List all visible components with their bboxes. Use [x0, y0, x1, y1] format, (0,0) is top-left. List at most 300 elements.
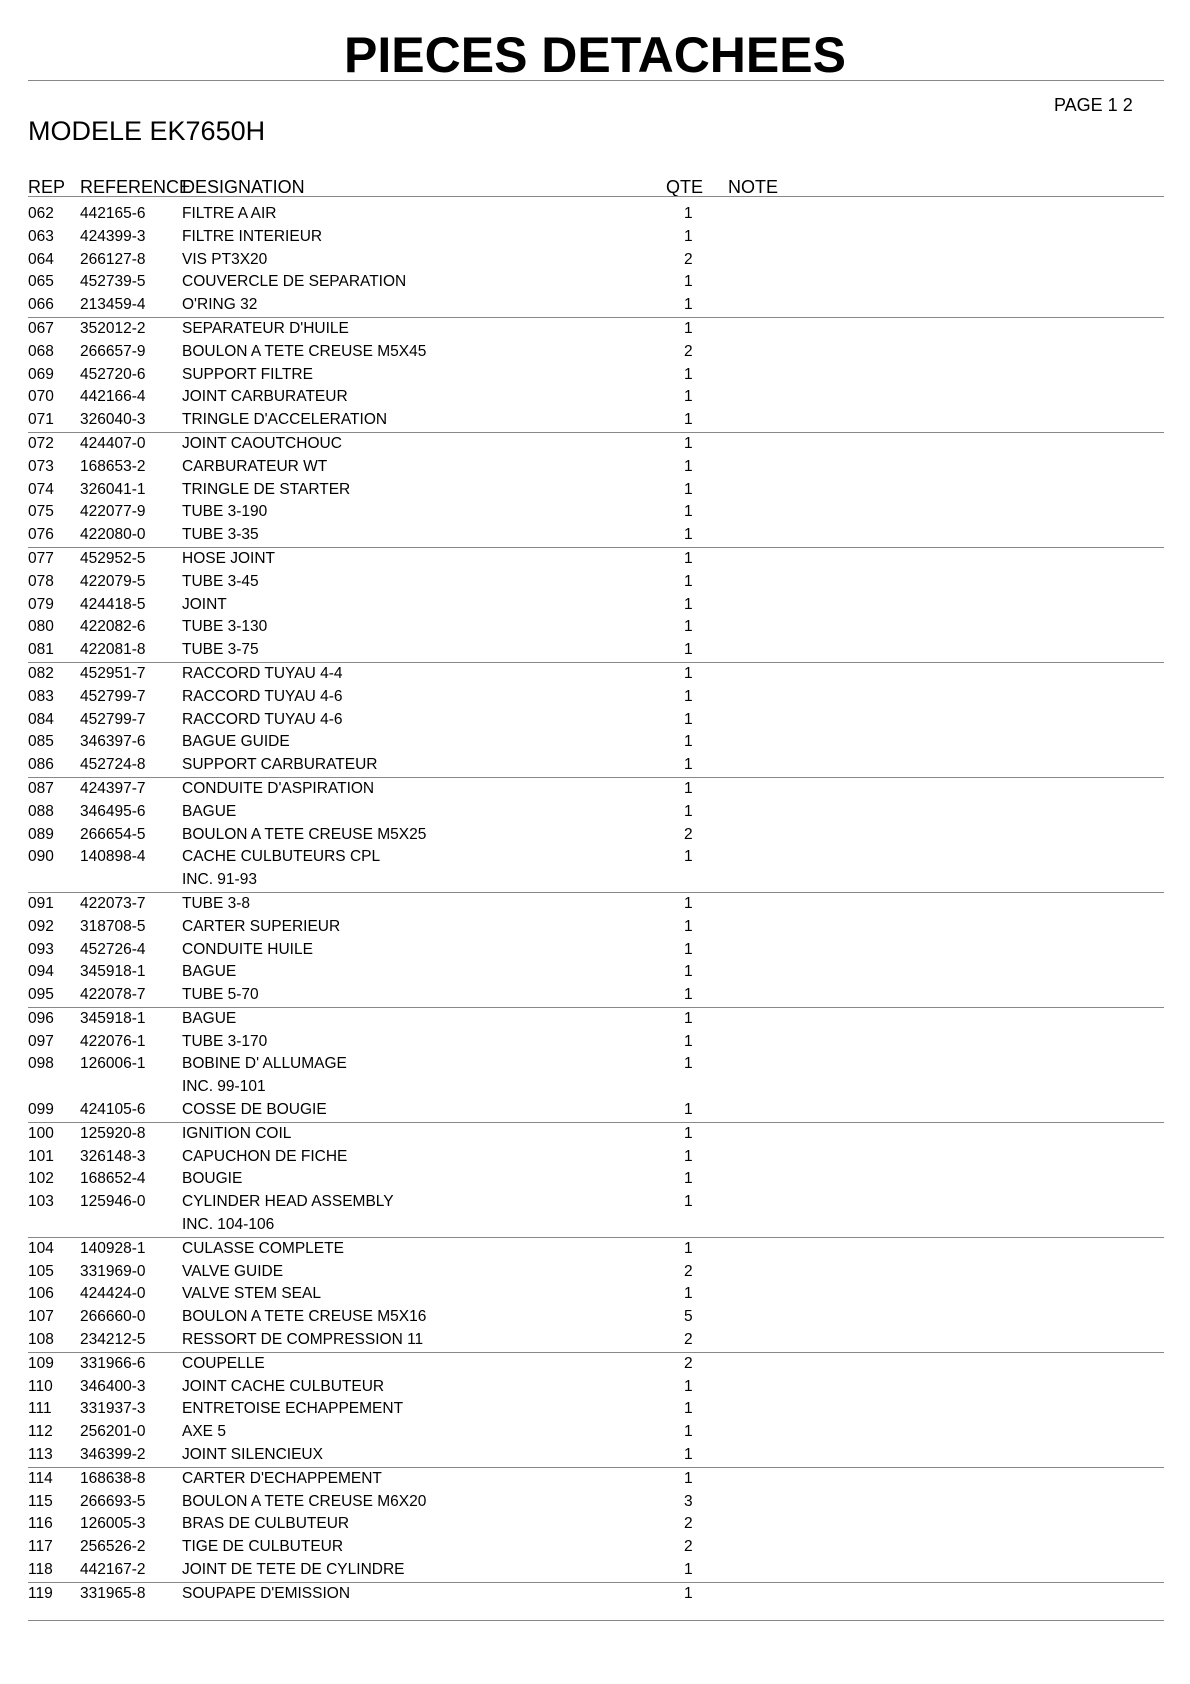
rep-cell: 074	[28, 480, 54, 498]
rep-cell: 080	[28, 618, 54, 636]
reference-cell: 331965-8	[80, 1584, 146, 1602]
model-name: MODELE EK7650H	[28, 116, 266, 146]
designation-cell: RACCORD TUYAU 4-4	[182, 664, 343, 682]
table-row	[0, 869, 1190, 892]
designation-cell: IGNITION COIL	[182, 1124, 292, 1142]
rep-cell: 088	[28, 802, 54, 820]
table-row	[0, 1306, 1190, 1329]
rep-cell: 062	[28, 205, 54, 222]
designation-cell: JOINT SILENCIEUX	[182, 1446, 323, 1464]
qte-cell: 1	[684, 1147, 693, 1165]
designation-cell: HOSE JOINT	[182, 549, 276, 567]
qte-cell: 1	[684, 205, 693, 222]
designation-cell: SUPPORT FILTRE	[182, 365, 313, 383]
rep-cell: 105	[28, 1262, 54, 1280]
qte-cell: 1	[684, 388, 693, 406]
table-row	[28, 547, 1164, 571]
reference-cell: 346399-2	[80, 1446, 146, 1464]
designation-cell: VALVE GUIDE	[182, 1262, 284, 1280]
table-row	[0, 1491, 1190, 1514]
table-row	[0, 203, 1190, 226]
reference-cell: 326040-3	[80, 411, 146, 429]
qte-cell: 1	[684, 756, 693, 774]
rep-cell: 068	[28, 342, 54, 360]
rep-cell: 079	[28, 595, 54, 613]
table-row	[0, 1444, 1190, 1467]
qte-cell: 1	[684, 779, 693, 797]
designation-cell: VIS PT3X20	[182, 250, 268, 268]
reference-cell: 346495-6	[80, 802, 146, 820]
rep-cell: 115	[28, 1492, 53, 1510]
reference-cell: 168653-2	[80, 457, 146, 475]
rep-cell: 116	[28, 1515, 53, 1533]
designation-cell: SOUPAPE D'EMISSION	[182, 1584, 351, 1602]
table-row	[28, 1007, 1164, 1031]
designation-cell: TUBE 3-170	[182, 1032, 268, 1050]
qte-cell: 1	[684, 641, 693, 659]
qte-cell: 1	[684, 1009, 693, 1027]
table-row	[0, 409, 1190, 432]
table-row	[0, 1053, 1190, 1076]
designation-cell: TUBE 3-130	[182, 618, 268, 636]
reference-cell: 266660-0	[80, 1308, 146, 1326]
designation-cell: JOINT DE TETE DE CYLINDRE	[182, 1561, 405, 1579]
reference-cell: 256201-0	[80, 1423, 146, 1441]
qte-cell: 1	[684, 319, 693, 337]
qte-cell: 1	[684, 1400, 693, 1418]
designation-cell: BOUGIE	[182, 1170, 243, 1188]
reference-cell: 125946-0	[80, 1193, 146, 1211]
reference-cell: 442166-4	[80, 388, 146, 406]
reference-cell: 442167-2	[80, 1561, 146, 1579]
column-header-note: NOTE	[728, 177, 779, 197]
designation-cell: BAGUE	[182, 802, 237, 820]
qte-cell: 1	[684, 1101, 693, 1119]
table-row	[0, 571, 1190, 594]
title-divider	[28, 80, 1164, 81]
rep-cell: 087	[28, 779, 54, 797]
table-row	[0, 594, 1190, 617]
rep-cell: 063	[28, 227, 54, 245]
rep-cell: 072	[28, 434, 54, 452]
table-row	[0, 1536, 1190, 1559]
reference-cell: 266654-5	[80, 825, 146, 843]
rep-cell: 102	[28, 1170, 54, 1188]
reference-cell: 452799-7	[80, 710, 146, 728]
rep-cell: 106	[28, 1285, 54, 1303]
rep-cell: 112	[28, 1423, 53, 1441]
reference-cell: 424397-7	[80, 779, 146, 797]
table-row	[0, 1191, 1190, 1214]
table-row	[0, 479, 1190, 502]
column-header-designation: DESIGNATION	[182, 177, 305, 197]
designation-cell: COUPELLE	[182, 1354, 265, 1372]
designation-cell: TUBE 3-190	[182, 503, 268, 521]
table-row	[0, 1214, 1190, 1237]
designation-cell: INC. 99-101	[182, 1078, 266, 1096]
rep-cell: 093	[28, 940, 54, 958]
table-row	[0, 1513, 1190, 1536]
rep-cell: 069	[28, 365, 54, 383]
reference-cell: 326148-3	[80, 1147, 146, 1165]
qte-cell: 1	[684, 549, 693, 567]
qte-cell: 1	[684, 1032, 693, 1050]
rep-cell: 086	[28, 756, 54, 774]
qte-cell: 1	[684, 1170, 693, 1188]
table-row	[0, 824, 1190, 847]
reference-cell: 256526-2	[80, 1538, 146, 1556]
rep-cell: 118	[28, 1561, 53, 1579]
rep-cell: 098	[28, 1055, 54, 1073]
designation-cell: TUBE 5-70	[182, 986, 259, 1004]
reference-cell: 424399-3	[80, 227, 146, 245]
reference-cell: 346397-6	[80, 733, 146, 751]
qte-cell: 1	[684, 618, 693, 636]
table-row	[0, 939, 1190, 962]
table-row	[0, 226, 1190, 249]
designation-cell: RACCORD TUYAU 4-6	[182, 710, 343, 728]
table-row	[28, 777, 1164, 801]
reference-cell: 452951-7	[80, 664, 146, 682]
reference-cell: 442165-6	[80, 205, 146, 222]
table-row	[0, 916, 1190, 939]
table-row	[0, 456, 1190, 479]
designation-cell: FILTRE INTERIEUR	[182, 227, 323, 245]
rep-cell: 066	[28, 296, 54, 314]
rep-cell: 108	[28, 1331, 54, 1349]
reference-cell: 318708-5	[80, 917, 146, 935]
designation-cell: CAPUCHON DE FICHE	[182, 1147, 348, 1165]
reference-cell: 126006-1	[80, 1055, 146, 1073]
rep-cell: 096	[28, 1009, 54, 1027]
designation-cell: TRINGLE DE STARTER	[182, 480, 351, 498]
qte-cell: 1	[684, 480, 693, 498]
rep-cell: 095	[28, 986, 54, 1004]
designation-cell: BOULON A TETE CREUSE M5X45	[182, 342, 427, 360]
qte-cell: 3	[684, 1492, 693, 1510]
rep-cell: 101	[28, 1147, 54, 1165]
designation-cell: BOBINE D' ALLUMAGE	[182, 1055, 347, 1073]
reference-cell: 266693-5	[80, 1492, 146, 1510]
table-row	[28, 1122, 1164, 1146]
rep-cell: 097	[28, 1032, 54, 1050]
qte-cell: 2	[684, 1262, 693, 1280]
qte-cell: 1	[684, 940, 693, 958]
reference-cell: 452739-5	[80, 273, 146, 291]
table-row	[0, 1146, 1190, 1169]
reference-cell: 452799-7	[80, 687, 146, 705]
designation-cell: CARBURATEUR WT	[182, 457, 328, 475]
rep-cell: 082	[28, 664, 54, 682]
designation-cell: RACCORD TUYAU 4-6	[182, 687, 343, 705]
reference-cell: 234212-5	[80, 1331, 146, 1349]
designation-cell: COSSE DE BOUGIE	[182, 1101, 327, 1119]
qte-cell: 1	[684, 296, 693, 314]
rep-cell: 110	[28, 1377, 53, 1395]
rep-cell: 090	[28, 848, 54, 866]
designation-cell: JOINT CARBURATEUR	[182, 388, 348, 406]
designation-cell: CYLINDER HEAD ASSEMBLY	[182, 1193, 394, 1211]
table-row	[0, 984, 1190, 1007]
designation-cell: BOULON A TETE CREUSE M5X16	[182, 1308, 427, 1326]
rep-cell: 065	[28, 273, 54, 291]
table-row	[0, 686, 1190, 709]
qte-cell: 1	[684, 963, 693, 981]
reference-cell: 452952-5	[80, 549, 146, 567]
designation-cell: O'RING 32	[182, 296, 258, 314]
reference-cell: 452726-4	[80, 940, 146, 958]
table-row	[0, 1031, 1190, 1054]
footer-divider	[28, 1620, 1164, 1621]
table-row	[0, 1168, 1190, 1191]
qte-cell: 1	[684, 687, 693, 705]
designation-cell: COUVERCLE DE SEPARATION	[182, 273, 407, 291]
table-row	[0, 639, 1190, 662]
designation-cell: CULASSE COMPLETE	[182, 1239, 344, 1257]
reference-cell: 168652-4	[80, 1170, 146, 1188]
table-row	[0, 1283, 1190, 1306]
designation-cell: TUBE 3-35	[182, 526, 259, 544]
qte-cell: 2	[684, 1331, 693, 1349]
designation-cell: BAGUE	[182, 1009, 237, 1027]
rep-cell: 089	[28, 825, 54, 843]
rep-cell: 107	[28, 1308, 54, 1326]
designation-cell: AXE 5	[182, 1423, 226, 1441]
qte-cell: 1	[684, 411, 693, 429]
designation-cell: BAGUE	[182, 963, 237, 981]
column-header-reference: REFERENCE	[80, 177, 192, 197]
table-row	[0, 1076, 1190, 1099]
table-row	[0, 754, 1190, 777]
table-row	[0, 961, 1190, 984]
reference-cell: 345918-1	[80, 963, 146, 981]
reference-cell: 352012-2	[80, 319, 146, 337]
designation-cell: BRAS DE CULBUTEUR	[182, 1515, 350, 1533]
rep-cell: 111	[28, 1400, 52, 1418]
reference-cell: 422080-0	[80, 526, 146, 544]
designation-cell: BAGUE GUIDE	[182, 733, 290, 751]
qte-cell: 1	[684, 457, 693, 475]
table-row	[28, 892, 1164, 916]
qte-cell: 1	[684, 1561, 693, 1579]
rep-cell: 064	[28, 250, 54, 268]
qte-cell: 1	[684, 526, 693, 544]
rep-cell: 100	[28, 1124, 54, 1142]
reference-cell: 331966-6	[80, 1354, 146, 1372]
table-row	[0, 846, 1190, 869]
table-row	[0, 386, 1190, 409]
table-row	[0, 501, 1190, 524]
reference-cell: 213459-4	[80, 296, 146, 314]
designation-cell: INC. 91-93	[182, 871, 257, 889]
header-divider	[28, 196, 1164, 197]
qte-cell: 1	[684, 1239, 693, 1257]
qte-cell: 1	[684, 710, 693, 728]
reference-cell: 331969-0	[80, 1262, 146, 1280]
table-row	[0, 709, 1190, 732]
reference-cell: 168638-8	[80, 1469, 146, 1487]
rep-cell: 094	[28, 963, 54, 981]
rep-cell: 084	[28, 710, 54, 728]
designation-cell: TUBE 3-8	[182, 894, 251, 912]
reference-cell: 422078-7	[80, 986, 146, 1004]
table-row	[0, 1099, 1190, 1122]
column-header-rep: REP	[28, 177, 66, 197]
table-row	[0, 294, 1190, 317]
table-row	[0, 731, 1190, 754]
qte-cell: 2	[684, 1538, 693, 1556]
reference-cell: 452720-6	[80, 365, 146, 383]
qte-cell: 1	[684, 1055, 693, 1073]
reference-cell: 422079-5	[80, 572, 146, 590]
rep-cell: 104	[28, 1239, 54, 1257]
qte-cell: 1	[684, 572, 693, 590]
reference-cell: 452724-8	[80, 756, 146, 774]
table-row	[28, 317, 1164, 341]
rep-cell: 076	[28, 526, 54, 544]
rep-cell: 067	[28, 319, 54, 337]
qte-cell: 1	[684, 917, 693, 935]
table-row	[0, 616, 1190, 639]
rep-cell: 103	[28, 1193, 54, 1211]
designation-cell: TRINGLE D'ACCELERATION	[182, 411, 388, 429]
designation-cell: TIGE DE CULBUTEUR	[182, 1538, 344, 1556]
designation-cell: JOINT CAOUTCHOUC	[182, 434, 342, 452]
qte-cell: 1	[684, 848, 693, 866]
rep-cell: 085	[28, 733, 54, 751]
reference-cell: 422076-1	[80, 1032, 146, 1050]
qte-cell: 1	[684, 733, 693, 751]
table-row	[0, 271, 1190, 294]
designation-cell: INC. 104-106	[182, 1216, 275, 1234]
rep-cell: 081	[28, 641, 54, 659]
reference-cell: 125920-8	[80, 1124, 146, 1142]
qte-cell: 1	[684, 1124, 693, 1142]
rep-cell: 075	[28, 503, 54, 521]
reference-cell: 422073-7	[80, 894, 146, 912]
table-row	[28, 432, 1164, 456]
table-row	[0, 1329, 1190, 1352]
page-title: PIECES DETACHEES	[344, 27, 846, 83]
qte-cell: 1	[684, 894, 693, 912]
designation-cell: ENTRETOISE ECHAPPEMENT	[182, 1400, 404, 1418]
designation-cell: CARTER SUPERIEUR	[182, 917, 341, 935]
reference-cell: 346400-3	[80, 1377, 146, 1395]
reference-cell: 266657-9	[80, 342, 146, 360]
qte-cell: 1	[684, 595, 693, 613]
table-row	[0, 524, 1190, 547]
rep-cell: 117	[28, 1538, 53, 1556]
qte-cell: 2	[684, 250, 693, 268]
designation-cell: TUBE 3-45	[182, 572, 259, 590]
qte-cell: 1	[684, 664, 693, 682]
rep-cell: 113	[28, 1446, 53, 1464]
table-row	[28, 1582, 1164, 1606]
table-row	[28, 1467, 1164, 1491]
parts-table	[0, 203, 1190, 1606]
rep-cell: 114	[28, 1469, 53, 1487]
table-row	[0, 364, 1190, 387]
qte-cell: 1	[684, 227, 693, 245]
designation-cell: CONDUITE D'ASPIRATION	[182, 779, 375, 797]
table-row	[0, 1559, 1190, 1582]
qte-cell: 2	[684, 1354, 693, 1372]
reference-cell: 424418-5	[80, 595, 146, 613]
reference-cell: 140928-1	[80, 1239, 146, 1257]
designation-cell: BOULON A TETE CREUSE M6X20	[182, 1492, 427, 1510]
qte-cell: 1	[684, 1285, 693, 1303]
table-row	[28, 1237, 1164, 1261]
qte-cell: 5	[684, 1308, 693, 1326]
qte-cell: 1	[684, 1423, 693, 1441]
rep-cell: 092	[28, 917, 54, 935]
rep-cell: 077	[28, 549, 54, 567]
table-row	[28, 662, 1164, 686]
qte-cell: 1	[684, 802, 693, 820]
qte-cell: 1	[684, 434, 693, 452]
table-row	[0, 801, 1190, 824]
table-row	[0, 1421, 1190, 1444]
rep-cell: 099	[28, 1101, 54, 1119]
reference-cell: 424424-0	[80, 1285, 146, 1303]
table-row	[0, 1376, 1190, 1399]
table-row	[0, 1261, 1190, 1284]
qte-cell: 1	[684, 1193, 693, 1211]
rep-cell: 078	[28, 572, 54, 590]
table-row	[28, 1352, 1164, 1376]
designation-cell: TUBE 3-75	[182, 641, 259, 659]
designation-cell: JOINT	[182, 595, 227, 613]
designation-cell: SUPPORT CARBURATEUR	[182, 756, 378, 774]
reference-cell: 266127-8	[80, 250, 146, 268]
rep-cell: 109	[28, 1354, 54, 1372]
page-number: PAGE 1 2	[1054, 95, 1133, 115]
designation-cell: CACHE CULBUTEURS CPL	[182, 848, 381, 866]
designation-cell: JOINT CACHE CULBUTEUR	[182, 1377, 385, 1395]
rep-cell: 119	[28, 1584, 53, 1602]
designation-cell: VALVE STEM SEAL	[182, 1285, 321, 1303]
reference-cell: 422077-9	[80, 503, 146, 521]
table-row	[0, 341, 1190, 364]
reference-cell: 422082-6	[80, 618, 146, 636]
qte-cell: 1	[684, 365, 693, 383]
qte-cell: 2	[684, 1515, 693, 1533]
rep-cell: 083	[28, 687, 54, 705]
reference-cell: 326041-1	[80, 480, 146, 498]
qte-cell: 1	[684, 986, 693, 1004]
table-row	[0, 1398, 1190, 1421]
reference-cell: 424407-0	[80, 434, 146, 452]
column-header-qte: QTE	[666, 177, 704, 197]
table-row	[0, 249, 1190, 272]
designation-cell: CARTER D'ECHAPPEMENT	[182, 1469, 382, 1487]
reference-cell: 422081-8	[80, 641, 146, 659]
qte-cell: 1	[684, 1446, 693, 1464]
designation-cell: SEPARATEUR D'HUILE	[182, 319, 349, 337]
designation-cell: RESSORT DE COMPRESSION 11	[182, 1331, 424, 1349]
rep-cell: 071	[28, 411, 54, 429]
reference-cell: 126005-3	[80, 1515, 146, 1533]
designation-cell: BOULON A TETE CREUSE M5X25	[182, 825, 427, 843]
qte-cell: 2	[684, 825, 693, 843]
qte-cell: 1	[684, 273, 693, 291]
reference-cell: 331937-3	[80, 1400, 146, 1418]
qte-cell: 1	[684, 1469, 693, 1487]
qte-cell: 1	[684, 1377, 693, 1395]
reference-cell: 424105-6	[80, 1101, 146, 1119]
rep-cell: 073	[28, 457, 54, 475]
reference-cell: 345918-1	[80, 1009, 146, 1027]
